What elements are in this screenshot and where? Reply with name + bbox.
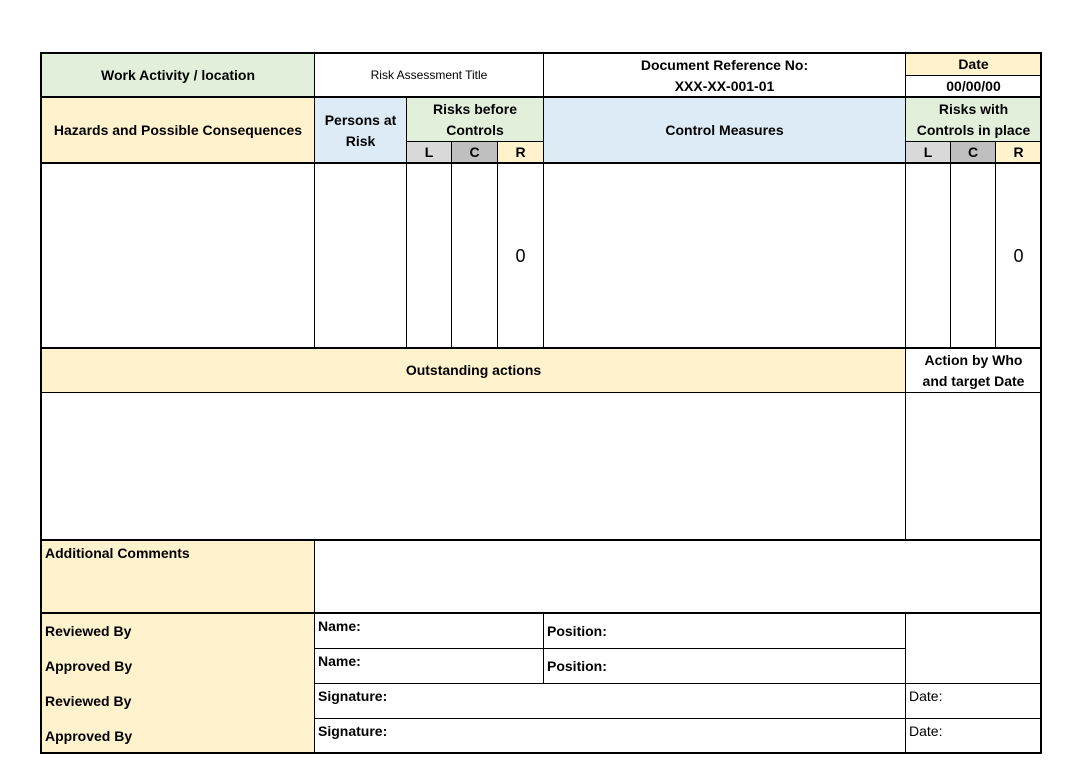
outstanding-actions-header: Outstanding actions xyxy=(41,348,906,393)
with-r-header: R xyxy=(995,141,1042,164)
divider xyxy=(40,612,1042,614)
with-l-cell[interactable] xyxy=(905,163,951,349)
approved-by-label: Approved By xyxy=(45,728,133,744)
reviewed-by-label: Reviewed By xyxy=(45,623,132,639)
divider xyxy=(40,539,1042,541)
with-r-cell: 0 xyxy=(995,163,1042,349)
risks-with-header: Risks with Controls in place xyxy=(905,97,1042,142)
persons-at-risk-header: Persons at Risk xyxy=(314,97,407,164)
additional-comments-label: Additional Comments xyxy=(41,540,315,614)
control-measures-header: Control Measures xyxy=(543,97,906,164)
additional-comments-cell[interactable] xyxy=(314,540,1042,614)
before-l-cell[interactable] xyxy=(406,163,452,349)
document-reference xyxy=(543,53,906,98)
with-c-header: C xyxy=(950,141,996,164)
approver-position-field[interactable]: Position: xyxy=(543,648,906,684)
approver-signature-field[interactable]: Signature: xyxy=(314,718,906,754)
reviewer-date-field[interactable]: Date: xyxy=(905,683,1042,719)
approved-by-label: Approved By xyxy=(45,658,133,674)
reviewer-name-field[interactable]: Name: xyxy=(314,613,544,649)
risk-assessment-title[interactable]: Risk Assessment Title xyxy=(314,53,544,98)
signoff-labels xyxy=(41,613,315,754)
date-label: Date xyxy=(905,53,1042,76)
work-activity-label: Work Activity / location xyxy=(41,53,315,98)
action-by-cell[interactable] xyxy=(905,392,1042,541)
risks-before-header: Risks before Controls xyxy=(406,97,544,142)
date-value[interactable]: 00/00/00 xyxy=(905,75,1042,98)
action-by-header: Action by Who and target Date xyxy=(905,348,1042,393)
reviewer-position-field[interactable]: Position: xyxy=(543,613,906,649)
reviewer-signature-field[interactable]: Signature: xyxy=(314,683,906,719)
doc-ref-label: Document Reference No: xyxy=(640,56,809,73)
blank-cell xyxy=(905,613,1042,684)
before-c-cell[interactable] xyxy=(451,163,498,349)
outstanding-actions-cell[interactable] xyxy=(41,392,906,541)
divider xyxy=(40,96,1042,98)
doc-ref-value[interactable]: XXX-XX-001-01 xyxy=(674,77,775,94)
divider xyxy=(40,347,1042,349)
before-l-header: L xyxy=(406,141,452,164)
before-r-cell: 0 xyxy=(497,163,544,349)
divider xyxy=(40,162,1042,164)
control-measures-cell[interactable] xyxy=(543,163,906,349)
approver-date-field[interactable]: Date: xyxy=(905,718,1042,754)
with-l-header: L xyxy=(905,141,951,164)
reviewed-by-label: Reviewed By xyxy=(45,693,132,709)
persons-cell[interactable] xyxy=(314,163,407,349)
before-c-header: C xyxy=(451,141,498,164)
hazards-header: Hazards and Possible Consequences xyxy=(41,97,315,164)
before-r-header: R xyxy=(497,141,544,164)
hazards-cell[interactable] xyxy=(41,163,315,349)
approver-name-field[interactable]: Name: xyxy=(314,648,544,684)
with-c-cell[interactable] xyxy=(950,163,996,349)
